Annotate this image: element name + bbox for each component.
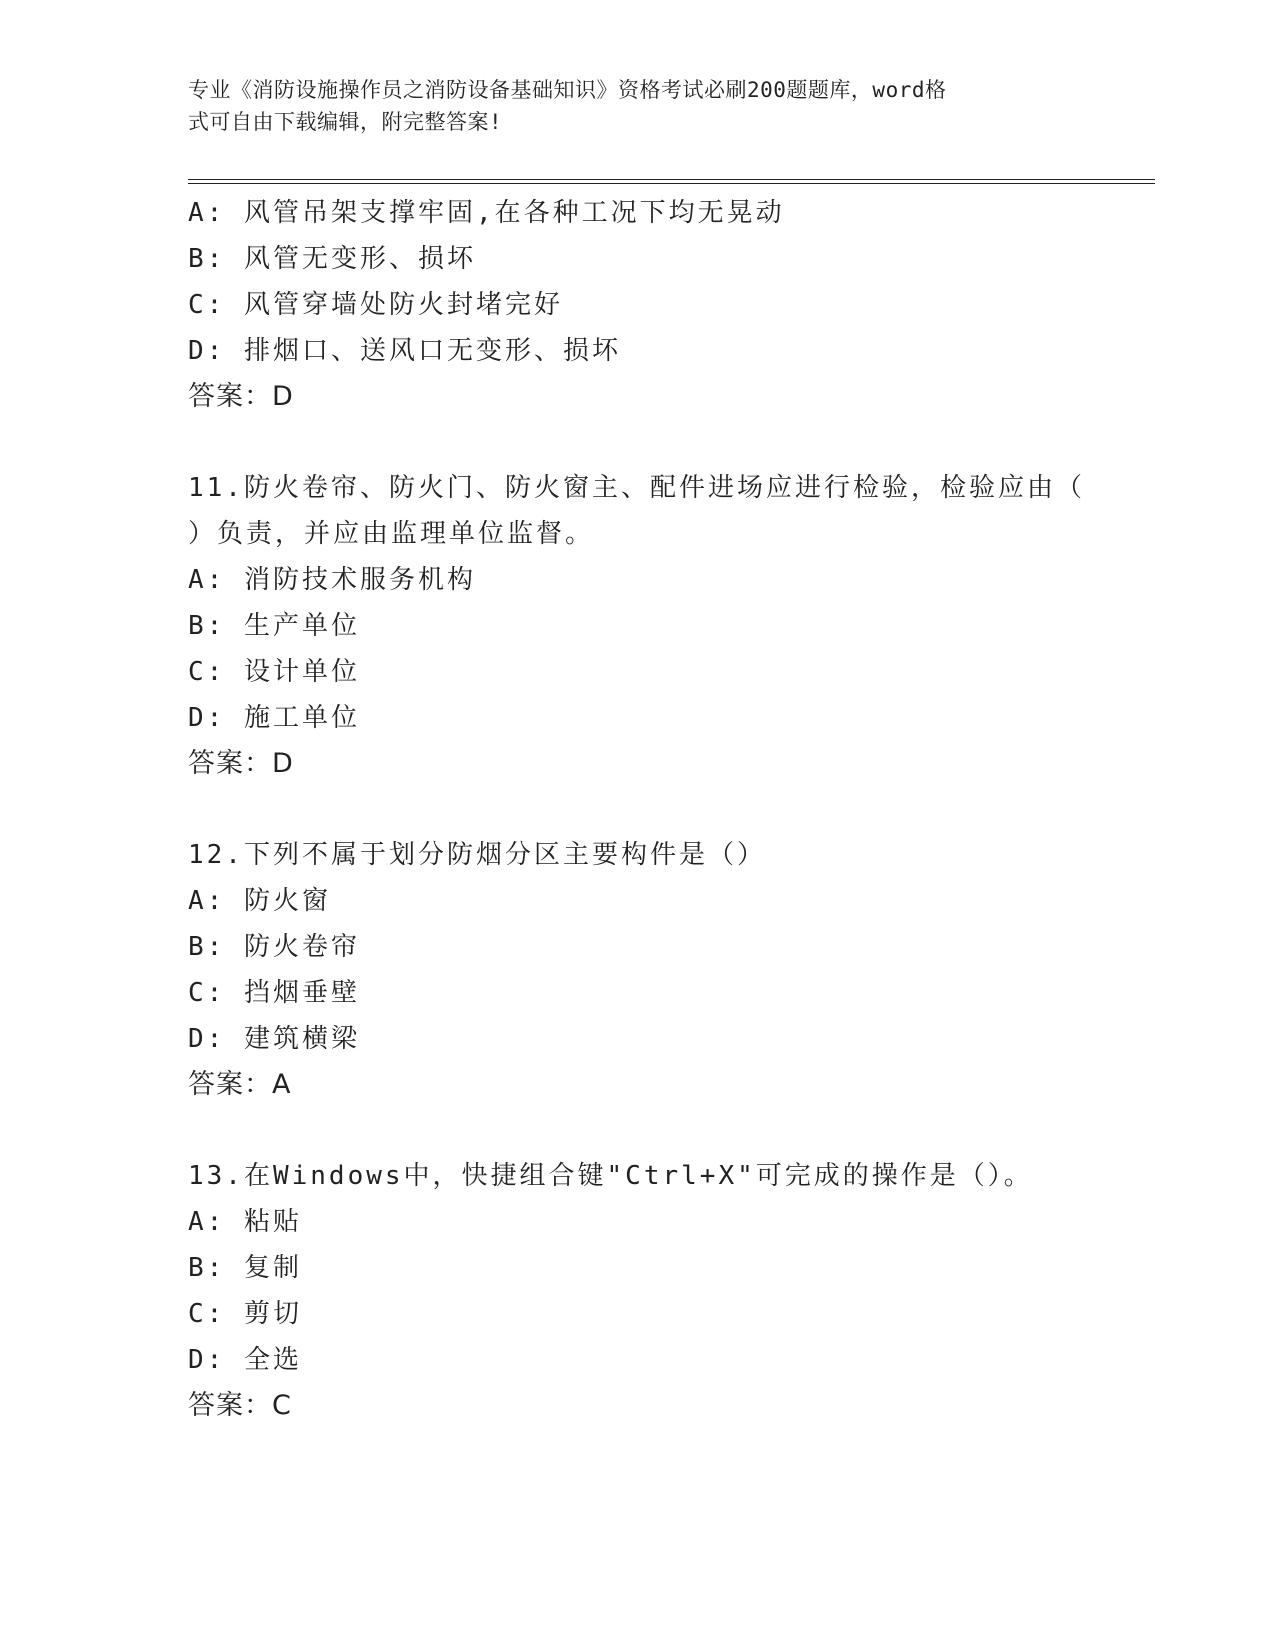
question-list: [188, 190, 1088, 1429]
option-a: A: 风管吊架支撑牢固,在各种工况下均无晃动: [188, 198, 785, 228]
option-c: C: 挡烟垂壁: [188, 978, 360, 1008]
option-b: B: 防火卷帘: [188, 932, 360, 962]
option-b: B: 风管无变形、损坏: [188, 244, 476, 274]
question-stem-line: 11.防火卷帘、防火门、防火窗主、配件进场应进行检验，检验应由（: [188, 473, 1085, 503]
answer-line: 答案：D: [188, 381, 294, 412]
answer-line: 答案：A: [188, 1069, 292, 1100]
option-a: A: 消防技术服务机构: [188, 565, 476, 595]
option-d: D: 排烟口、送风口无变形、损坏: [188, 336, 621, 366]
question-stem-line: 13.在Windows中，快捷组合键"Ctrl+X"可完成的操作是（）。: [188, 1161, 1033, 1191]
option-d: D: 全选: [188, 1345, 302, 1375]
option-b: B: 生产单位: [188, 611, 360, 641]
option-c: C: 剪切: [188, 1299, 302, 1329]
option-a: A: 防火窗: [188, 886, 331, 916]
answer-line: 答案：D: [188, 748, 294, 779]
question-block: [188, 190, 1088, 420]
option-a: A: 粘贴: [188, 1207, 302, 1237]
option-d: D: 施工单位: [188, 703, 360, 733]
question-stem-line: ）负责，并应由监理单位监督。: [188, 519, 595, 549]
option-c: C: 设计单位: [188, 657, 360, 687]
header-divider-top: [188, 179, 1155, 180]
header-line-1: 专业《消防设施操作员之消防设备基础知识》资格考试必刷200题题库，word格: [188, 78, 947, 102]
question-block: [188, 832, 1088, 1108]
option-d: D: 建筑横梁: [188, 1024, 360, 1054]
header-divider-bottom: [188, 183, 1155, 184]
question-stem-line: 12.下列不属于划分防烟分区主要构件是（）: [188, 840, 766, 870]
option-c: C: 风管穿墙处防火封堵完好: [188, 290, 563, 320]
document-header: [188, 74, 1088, 138]
question-block: [188, 1153, 1088, 1429]
question-block: [188, 465, 1088, 787]
option-b: B: 复制: [188, 1253, 302, 1283]
header-line-2: 式可自由下载编辑，附完整答案!: [188, 110, 503, 134]
answer-line: 答案：C: [188, 1390, 292, 1421]
